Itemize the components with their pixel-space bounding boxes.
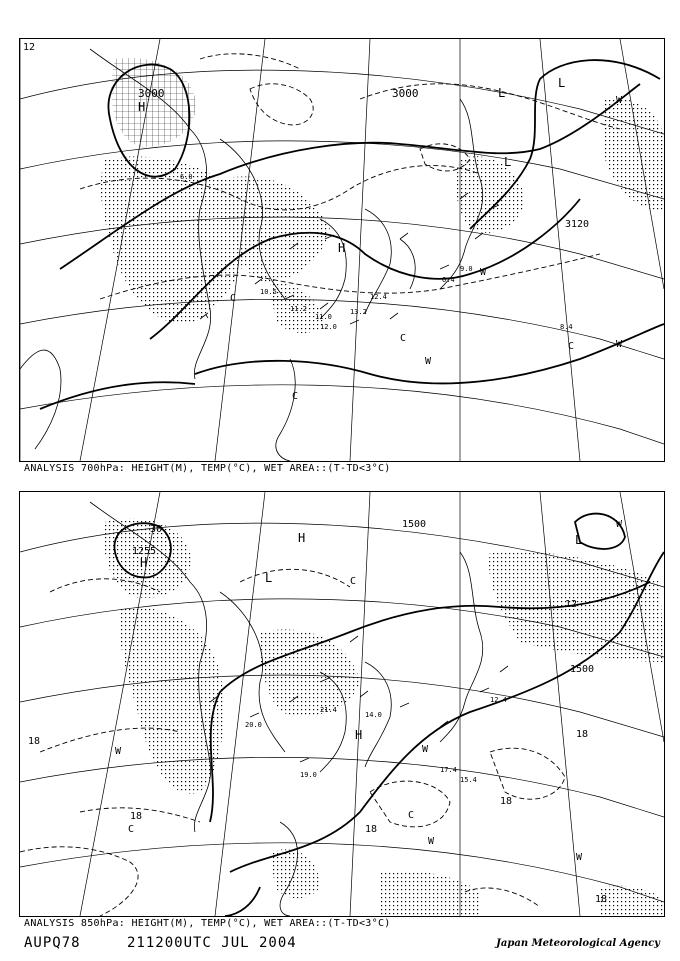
warm-center: W	[428, 836, 435, 847]
warm-center: W	[616, 519, 623, 530]
low-center: L	[498, 86, 506, 100]
panel-number: 12	[23, 42, 36, 53]
wet-area-shading	[101, 58, 664, 333]
station-value: 8.4	[560, 323, 573, 331]
contour-label: 1255	[132, 546, 157, 557]
warm-center: W	[480, 267, 487, 278]
contour-label: 18	[576, 729, 589, 740]
contour-label: 18	[365, 824, 378, 835]
station-value: 14.0	[365, 711, 382, 719]
high-center: H	[355, 728, 363, 742]
station-value: 19.0	[300, 771, 317, 779]
contour-label: 3000	[392, 87, 419, 100]
low-center: L	[265, 571, 273, 585]
valid-time: 211200UTC JUL 2004	[127, 935, 297, 951]
contour-label: 18	[595, 894, 608, 905]
contour-label: 3120	[565, 219, 590, 230]
agency-credit: Japan Meteorological Agency	[496, 938, 660, 949]
contour-label: 30	[150, 524, 163, 535]
station-value: 17.4	[440, 766, 457, 774]
station-value: 12.4	[490, 696, 507, 704]
cold-center: C	[400, 333, 407, 344]
cold-center: C	[350, 576, 357, 587]
station-value: 6.4	[442, 276, 455, 284]
warm-center: W	[576, 852, 583, 863]
map-panel-700hpa	[19, 38, 665, 462]
low-center: L	[575, 533, 583, 547]
station-value: 20.0	[245, 721, 262, 729]
station-value: 11.2	[290, 305, 307, 313]
chart-footer	[24, 935, 664, 955]
station-value: 15.4	[460, 776, 477, 784]
warm-center: W	[422, 744, 429, 755]
cold-center: C	[408, 810, 415, 821]
station-value: 10.5	[260, 288, 277, 296]
station-value: 21.4	[320, 706, 337, 714]
caption-700hpa: ANALYSIS 700hPa: HEIGHT(M), TEMP(°C), WET AREA::(T-TD<3°C)	[24, 463, 391, 474]
caption-850hpa: ANALYSIS 850hPa: HEIGHT(M), TEMP(°C), WET AREA::(T-TD<3°C)	[24, 918, 391, 929]
chart-id: AUPQ78	[24, 935, 81, 951]
cold-center: C	[568, 341, 575, 352]
map-panel-850hpa	[19, 491, 665, 917]
high-center: H	[140, 556, 148, 570]
station-value: 12.0	[320, 323, 337, 331]
cold-center: C	[292, 391, 299, 402]
high-center: H	[338, 241, 346, 255]
cold-center: C	[128, 824, 135, 835]
station-value: 11.0	[315, 313, 332, 321]
map-700hpa-graphic	[20, 39, 664, 461]
station-value: 9.0	[460, 265, 473, 273]
low-center: L	[504, 155, 512, 169]
warm-center: W	[616, 95, 623, 106]
station-value: 13.2	[350, 308, 367, 316]
contour-label: 18	[28, 736, 41, 747]
cold-center: C	[230, 293, 237, 304]
warm-center: W	[425, 356, 432, 367]
high-center: H	[298, 531, 306, 545]
contour-label: 18	[130, 811, 143, 822]
station-value: 6.0	[180, 173, 193, 181]
warm-center: W	[616, 339, 623, 350]
contour-label: 1500	[402, 519, 427, 530]
station-plots	[210, 636, 508, 762]
high-center: H	[138, 100, 146, 114]
station-value: 12.4	[370, 293, 387, 301]
contour-label: 18	[500, 796, 513, 807]
low-center: L	[558, 76, 566, 90]
map-850hpa-graphic	[20, 492, 664, 916]
contour-label: 3000	[138, 87, 165, 100]
contour-label: 12	[565, 599, 578, 610]
contour-label: 1500	[570, 664, 595, 675]
warm-center: W	[115, 746, 122, 757]
